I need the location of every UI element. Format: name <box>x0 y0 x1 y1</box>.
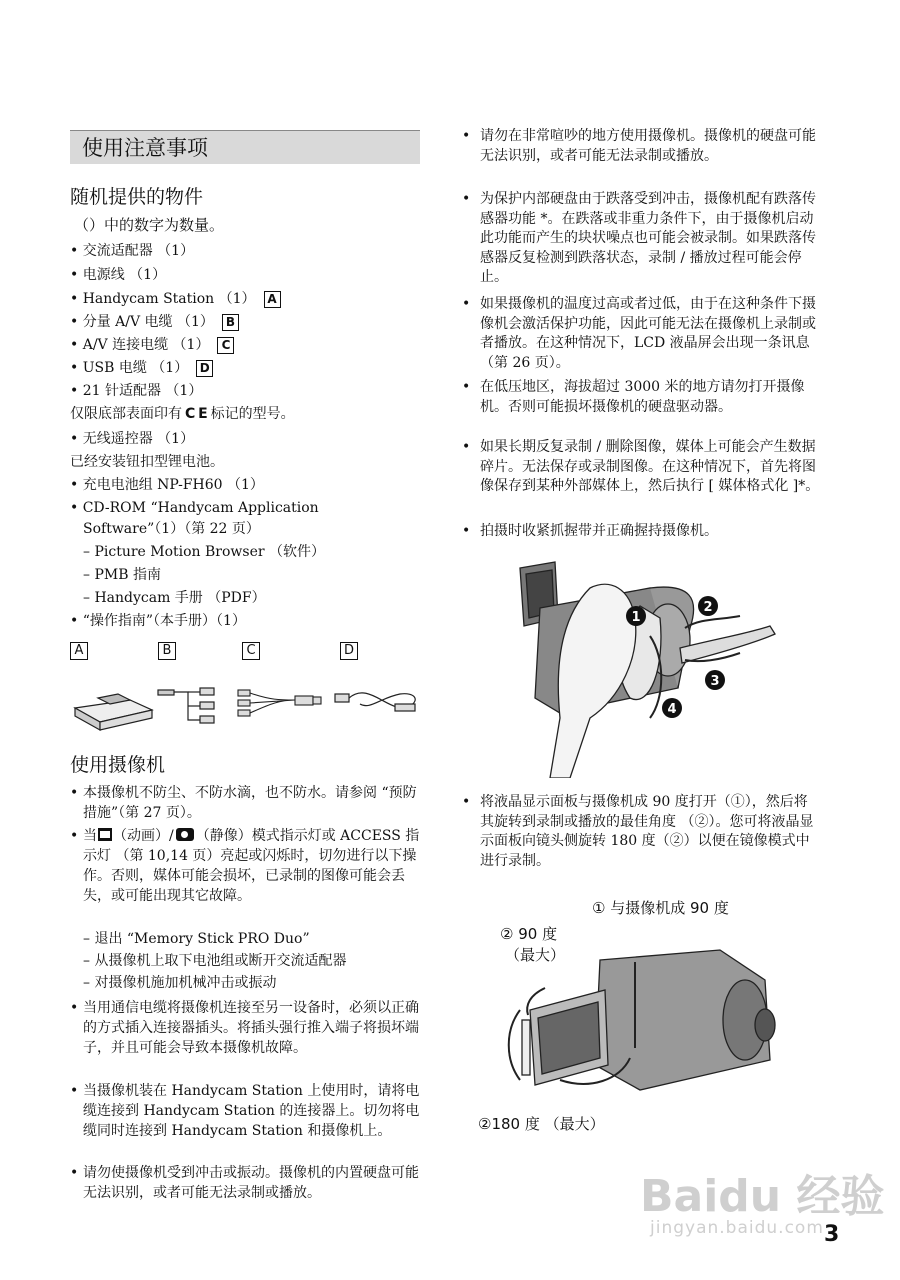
tag-box: A <box>264 291 281 308</box>
right-bullet-6: • 拍摄时收紧抓握带并正确握持摄像机。 <box>462 522 820 542</box>
right-bullet-3: • 如果摄像机的温度过高或者过低，由于在这种条件下摄像机会激活保护功能，因此可能无法在摄像机上录制或者播放。在这种情况下，LCD 液晶屏会出现一条讯息（第 26 页）。 <box>462 295 820 373</box>
supplied-intro: （）中的数字为数量。 <box>74 216 225 234</box>
using-bullet-4: • 当摄像机装在 Handycam Station 上使用时，请将电缆连接到 Handycam Station 的连接器上。切勿将电缆同时连接到 Handycam Station 和摄像机上。 <box>70 1081 422 1141</box>
ce-note-pre: 仅限底部表面印有 <box>70 406 182 422</box>
b2-a: 当 <box>83 828 97 844</box>
item-text: “操作指南”（本手册）（1） <box>82 613 246 629</box>
cdrom-line2: Software”（1）（第 22 页） <box>83 521 260 537</box>
lcd-caption-2b: （最大） <box>505 946 566 964</box>
item-text: 21 针适配器 （1） <box>82 383 203 399</box>
warning-sub: – 对摄像机施加机械冲击或振动 <box>83 975 277 991</box>
lcd-bullet: • 将液晶显示面板与摄像机成 90 度打开（①），然后将其旋转到录制或播放的最佳角度 （②）。您可将液晶显示面板向镜头侧旋转 180 度（②）以便在镜像模式中进行录制。 <box>462 793 820 871</box>
using-bullet-2: • 当 （动画）/ （静像）模式指示灯或 ACCESS 指示灯 （第 10,14 页）亮起或闪烁时，切勿进行以下操作。否则，媒体可能会损坏，已录制的图像可能会丢失，或可能出现其它故障。 <box>70 826 422 906</box>
tag-box: B <box>222 314 239 331</box>
bullet-text: 请勿使摄像机受到冲击或振动。摄像机的内置硬盘可能无法识别，或者可能无法录制或播放。 <box>83 1165 419 1201</box>
camera-icon <box>176 828 194 841</box>
bullet-text: 本摄像机不防尘、不防水滴，也不防水。请参阅 “预防措施”（第 27 页）。 <box>83 785 417 821</box>
bullet-text: 当用通信电缆将摄像机连接至另一设备时，必须以正确的方式插入连接器插头。将插头强行推入端子将损坏端子，并且可能会导致本摄像机故障。 <box>83 1000 419 1056</box>
movie-mode-icon <box>98 828 112 841</box>
list-item: • A/V 连接电缆 （1） C <box>70 334 234 356</box>
component-av-cable-icon <box>158 688 214 723</box>
handycam-station-icon <box>75 694 152 730</box>
item-text: 电源线 （1） <box>82 267 167 283</box>
remote-note: 已经安装钮扣型锂电池。 <box>70 454 224 470</box>
lcd-caption-1: ① 与摄像机成 90 度 <box>592 899 729 917</box>
figure-label-d: D <box>340 642 358 660</box>
av-connecting-cable-icon <box>238 690 321 716</box>
cdrom-sub: – PMB 指南 <box>83 567 161 583</box>
ce-note-post: 标记的型号。 <box>210 406 295 422</box>
svg-text:2: 2 <box>703 600 713 615</box>
strap-step-3 <box>705 670 725 690</box>
bullet-text: 当摄像机装在 Handycam Station 上使用时，请将电缆连接到 Handycam Station 的连接器上。切勿将电缆同时连接到 Handycam Station 和摄像机上。 <box>83 1083 420 1139</box>
ce-note <box>70 403 295 425</box>
bullet-text <box>70 826 422 906</box>
using-bullet-3: • 当用通信电缆将摄像机连接至另一设备时，必须以正确的方式插入连接器插头。将插头强行推入端子将损坏端子，并且可能会导致本摄像机故障。 <box>70 998 422 1058</box>
using-heading: 使用摄像机 <box>70 754 166 776</box>
warning-sub: – 退出 “Memory Stick PRO Duo” <box>83 931 310 947</box>
list-item: • USB 电缆 （1） D <box>70 357 213 379</box>
bullet-text: 拍摄时收紧抓握带并正确握持摄像机。 <box>480 523 718 539</box>
item-text: 充电电池组 NP-FH60 （1） <box>82 477 264 493</box>
cdrom-sub: – Picture Motion Browser （软件） <box>83 544 326 560</box>
right-bullet-5: • 如果长期反复录制 / 删除图像，媒体上可能会产生数据碎片。无法保存或录制图像。在这种情况下，首先将图像保存到某种外部媒体上，然后执行 [ 媒体格式化 ]*。 <box>462 438 820 497</box>
list-item: • 电源线 （1） <box>70 267 167 283</box>
tag-box: C <box>217 337 234 354</box>
using-bullet-5: • 请勿使摄像机受到冲击或振动。摄像机的内置硬盘可能无法识别，或者可能无法录制或播放。 <box>70 1163 422 1203</box>
supplied-heading: 随机提供的物件 <box>70 186 204 208</box>
watermark-logo: Baidu 经验 <box>640 1171 885 1222</box>
item-text: Handycam Station （1） <box>82 291 256 307</box>
watermark-url: jingyan.baidu.com <box>650 1218 824 1238</box>
right-bullet-4: • 在低压地区，海拔超过 3000 米的地方请勿打开摄像机。否则可能损坏摄像机的硬盘驱动器。 <box>462 378 820 417</box>
list-item: • 无线遥控器 （1） <box>70 431 195 447</box>
bullet-text: 在低压地区，海拔超过 3000 米的地方请勿打开摄像机。否则可能损坏摄像机的硬盘驱动器。 <box>480 379 805 415</box>
item-text: 无线遥控器 （1） <box>82 431 195 447</box>
svg-text:1: 1 <box>631 610 641 625</box>
strap-step-2 <box>698 596 718 616</box>
list-item: • 21 针适配器 （1） <box>70 383 203 399</box>
bullet-text: 如果摄像机的温度过高或者过低，由于在这种条件下摄像机会激活保护功能，因此可能无法在摄像机上录制或者播放。在这种情况下，LCD 液晶屏会出现一条讯息（第 26 页）。 <box>480 296 816 371</box>
lcd-rotation-illustration <box>490 940 790 1110</box>
figure-label-b: B <box>158 642 176 660</box>
right-bullet-1: • 请勿在非常喧吵的地方使用摄像机。摄像机的硬盘可能无法识别，或者可能无法录制或播放。 <box>462 127 820 166</box>
item-text: USB 电缆 （1） <box>82 360 189 376</box>
bullet-text: 请勿在非常喧吵的地方使用摄像机。摄像机的硬盘可能无法识别，或者可能无法录制或播放。 <box>480 128 816 164</box>
cdrom-sub: – Handycam 手册 （PDF） <box>83 590 266 606</box>
item-text: 分量 A/V 电缆 （1） <box>82 314 214 330</box>
item-text: 交流适配器 （1） <box>82 243 195 259</box>
list-item: • “操作指南”（本手册）（1） <box>70 613 246 629</box>
right-bullet-2: • 为保护内部硬盘由于跌落受到冲击，摄像机配有跌落传感器功能 *。在跌落或非重力条件下，由于摄像机启动此功能而产生的块状噪点也可能会被录制。如果跌落传感器反复检测到跌落状态，录制 / 播放过程可能会停止。 <box>462 190 820 288</box>
list-item: • 充电电池组 NP-FH60 （1） <box>70 477 264 493</box>
bullet-text: 将液晶显示面板与摄像机成 90 度打开（①），然后将其旋转到录制或播放的最佳角度 （②）。您可将液晶显示面板向镜头侧旋转 180 度（②）以便在镜像模式中进行录制。 <box>480 794 814 869</box>
page-number: 3 <box>824 1222 840 1247</box>
using-bullet-1: • 本摄像机不防尘、不防水滴，也不防水。请参阅 “预防措施”（第 27 页）。 <box>70 783 422 823</box>
b2-b: （动画）/ <box>113 828 174 844</box>
section-title: 使用注意事项 <box>70 130 420 164</box>
tag-box: D <box>196 360 213 377</box>
grip-strap-illustration <box>500 548 810 778</box>
accessories-illustration <box>70 670 420 740</box>
list-item: • CD-ROM “Handycam Application <box>70 500 319 516</box>
b2-c: （静像）模式指示灯或 ACCESS 指示灯 （第 10,14 页）亮起或闪烁时，切勿进行以下操作。否则，媒体可能会损坏，已录制的图像可能会丢失，或可能出现其它故障。 <box>83 828 420 904</box>
bullet-text: 为保护内部硬盘由于跌落受到冲击，摄像机配有跌落传感器功能 *。在跌落或非重力条件下，由于摄像机启动此功能而产生的块状噪点也可能会被录制。如果跌落传感器反复检测到跌落状态，录制 / 播放过程可能会停止。 <box>480 191 816 285</box>
lcd-caption-2a: ② 90 度 <box>500 925 558 943</box>
strap-step-1 <box>626 606 646 626</box>
list-item: • Handycam Station （1） A <box>70 288 281 310</box>
svg-text:4: 4 <box>667 702 677 717</box>
list-item: • 交流适配器 （1） <box>70 243 195 259</box>
item-text: A/V 连接电缆 （1） <box>82 337 210 353</box>
list-item: • 分量 A/V 电缆 （1） B <box>70 311 239 333</box>
lcd-caption-3: ②180 度 （最大） <box>478 1115 605 1133</box>
usb-cable-icon <box>335 693 415 711</box>
warning-sub: – 从摄像机上取下电池组或断开交流适配器 <box>83 953 347 969</box>
strap-step-4 <box>662 698 682 718</box>
figure-label-a: A <box>70 642 88 660</box>
item-text: CD-ROM “Handycam Application <box>82 500 319 516</box>
bullet-text: 如果长期反复录制 / 删除图像，媒体上可能会产生数据碎片。无法保存或录制图像。在这种情况下，首先将图像保存到某种外部媒体上，然后执行 [ 媒体格式化 ]*。 <box>480 439 820 494</box>
figure-label-c: C <box>242 642 260 660</box>
svg-text:3: 3 <box>710 674 720 689</box>
ce-mark-icon: C E <box>185 406 208 422</box>
